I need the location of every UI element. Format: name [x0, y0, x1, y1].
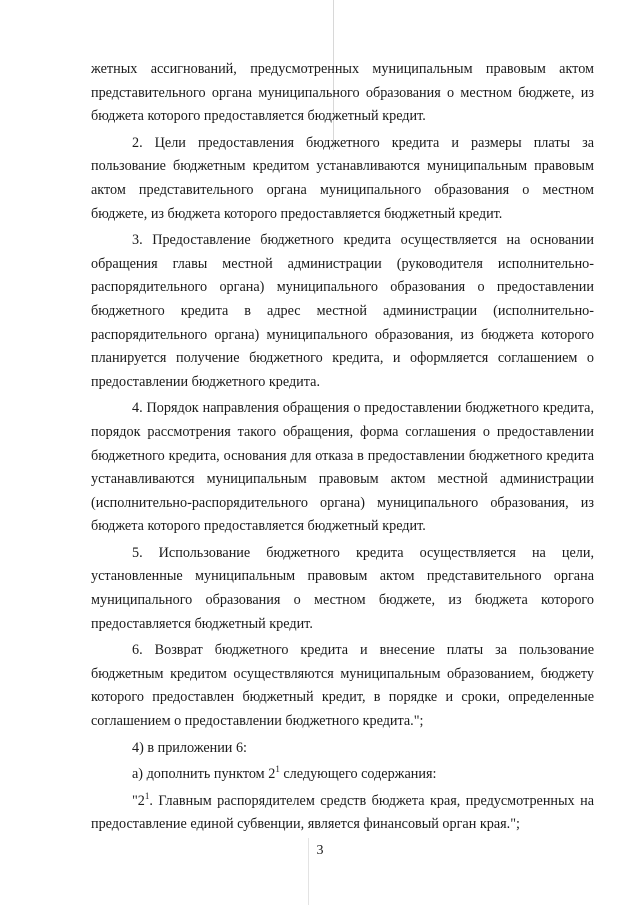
page-number: 3: [316, 843, 324, 858]
item-a-suffix: следующего содержания:: [279, 766, 437, 783]
quote-prefix: "2: [132, 792, 145, 809]
paragraph-quote: [91, 790, 594, 837]
quote-superscript: 1: [144, 790, 150, 801]
item-a-prefix: а) дополнить пунктом 2: [132, 766, 276, 783]
paragraph-item-5: 5. Использование бюджетного кредита осуществляется на цели, установленные муниципальным правовым актом представительного органа муниципального образования о местном бюджете, из бюджета которого предоставляется бюджетный кредит.: [91, 544, 594, 632]
document-body: [91, 58, 594, 837]
paragraph-continuation: жетных ассигнований, предусмотренных муниципальным правовым актом представительного органа муниципального образования о местном бюджете, из бюджета которого предоставляется бюджетный кредит.: [91, 61, 594, 125]
paragraph-item-3: 3. Предоставление бюджетного кредита осуществляется на основании обращения главы местной администрации (руководителя исполнительно-распорядительного органа) муниципального образования о предоставлении бюджетного кредита в адрес местной администрации (исполнительно-распорядительного органа) муниципального образования, из бюджета которого планируется получение бюджетного кредита, и оформляется соглашением о предоставлении бюджетного кредита.: [91, 232, 594, 390]
item-a-superscript: 1: [275, 764, 280, 775]
paragraph-item-2: 2. Цели предоставления бюджетного кредита и размеры платы за пользование бюджетным кредитом устанавливаются муниципальным правовым актом представительного органа муниципального образования о местном бюджете, из бюджета которого предоставляется бюджетный кредит.: [91, 134, 594, 222]
paragraph-item-a: [91, 763, 594, 787]
paragraph-item-6: 6. Возврат бюджетного кредита и внесение платы за пользование бюджетным кредитом осуществляются муниципальным образованием, бюджету которого предоставлен бюджетный кредит, в порядке и сроки, определенные соглашением о предоставлении бюджетного кредита.";: [91, 642, 594, 730]
paragraph-appendix-6: 4) в приложении 6:: [132, 739, 247, 756]
quote-suffix: . Главным распорядителем средств бюджета края, предусмотренных на предоставление единой субвенции, является финансовый орган края.";: [91, 792, 594, 833]
paragraph-item-4: 4. Порядок направления обращения о предоставлении бюджетного кредита, порядок рассмотрения такого обращения, форма соглашения о предоставлении бюджетного кредита, основания для отказа в предоставлении бюджетного кредита устанавливаются муниципальным правовым актом местной администрации (исполнительно-распорядительного органа) муниципального образования, из бюджета которого предоставляется бюджетный кредит.: [91, 400, 594, 535]
